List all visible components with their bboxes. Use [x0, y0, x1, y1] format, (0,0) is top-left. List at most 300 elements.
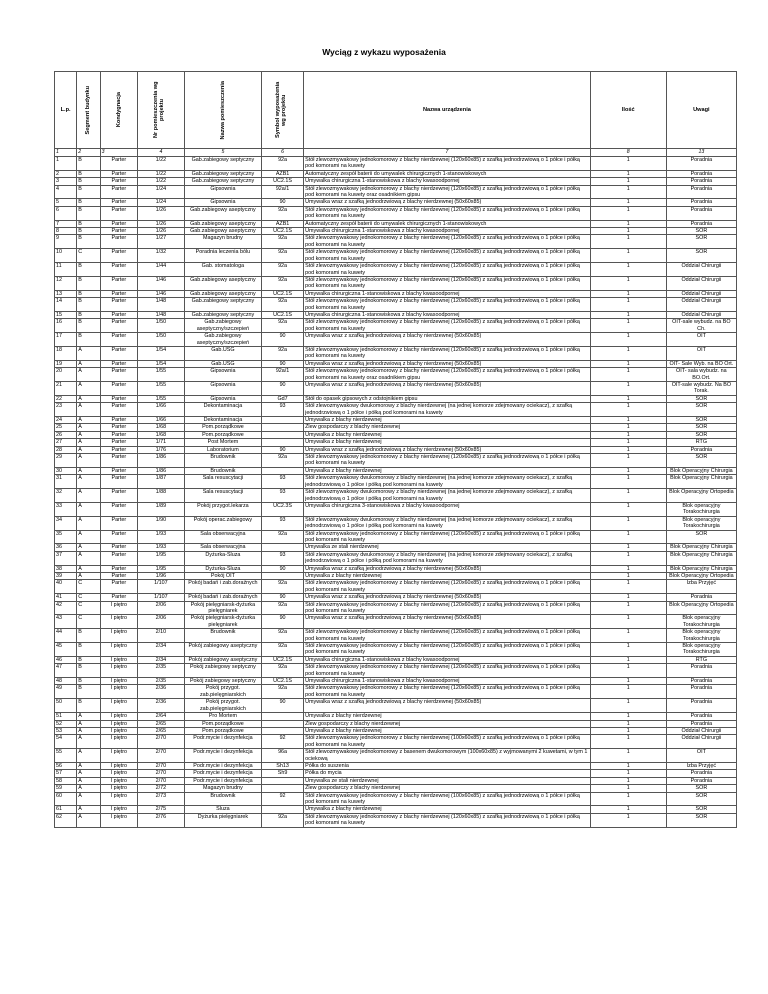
cell-symbol: 92a: [262, 346, 304, 360]
table-row: [55, 170, 737, 177]
cell-symbol: [262, 572, 304, 579]
cell-floor: Parter: [100, 516, 137, 530]
cell-lp: 31: [55, 475, 77, 489]
cell-qty: 1: [590, 777, 666, 784]
cell-lp: 28: [55, 446, 77, 453]
cell-lp: 27: [55, 439, 77, 446]
cell-floor: Parter: [100, 298, 137, 312]
cell-qty: 1: [590, 530, 666, 544]
cell-room-no: 1/76: [138, 446, 185, 453]
cell-symbol: [262, 544, 304, 551]
cell-device: Stół zlewozmywakowy jednokomorowy z blachy nierdzewnej (120x60x85) z szafką jednodrzwiową o 1 półce i półką pod komorami na kuwety: [304, 319, 591, 333]
cell-segment: B: [77, 656, 100, 663]
header-notes: Uwagi: [666, 72, 736, 149]
cell-device: Stół zlewozmywakowy jednokomorowy z blachy nierdzewnej (100x60x85) z szafką jednodrzwiową o 1 półce i półką pod komorami na kuwety: [304, 792, 591, 806]
cell-room-no: 2/34: [138, 656, 185, 663]
cell-room-name: Gab.zabiegowy aseptyczny: [184, 276, 261, 290]
table-row: [55, 806, 737, 813]
col-number: 5: [184, 149, 261, 157]
cell-floor: Parter: [100, 319, 137, 333]
cell-room-name: Brudownik: [184, 467, 261, 474]
header-row: [55, 72, 737, 149]
header-qty: Ilość: [590, 72, 666, 149]
cell-symbol: 92a: [262, 206, 304, 220]
cell-device: Stół do opasek gipsowych z odstojnikiem gipsu: [304, 395, 591, 402]
cell-floor: I piętro: [100, 678, 137, 685]
cell-room-no: 1/90: [138, 516, 185, 530]
cell-symbol: UC2.1S: [262, 311, 304, 318]
cell-room-name: Dekontaminacja: [184, 403, 261, 417]
cell-floor: I piętro: [100, 713, 137, 720]
cell-room-no: 1/50: [138, 333, 185, 347]
cell-segment: A: [77, 735, 100, 749]
cell-notes: Blok operacyjny Torakochirurgia: [666, 629, 736, 643]
cell-room-name: Post Mortem: [184, 439, 261, 446]
cell-room-no: 1/54: [138, 346, 185, 360]
cell-symbol: 92a: [262, 664, 304, 678]
cell-floor: Parter: [100, 417, 137, 424]
cell-room-no: 2/64: [138, 713, 185, 720]
cell-symbol: 90: [262, 199, 304, 206]
header-segment: Segment budynku: [77, 72, 100, 149]
cell-qty: 1: [590, 395, 666, 402]
cell-device: Umywalka z blachy nierdzewnej: [304, 572, 591, 579]
cell-room-no: 2/75: [138, 806, 185, 813]
cell-symbol: [262, 777, 304, 784]
cell-symbol: 92a: [262, 319, 304, 333]
cell-device: Stół zlewozmywakowy dwukomorowy z blachy nierdzewnej (na jednej komorze zdejmowany ociekacz), z szafką jednodrzwiową o 1 półce i półką pod komorami na kuwety: [304, 516, 591, 530]
cell-segment: A: [77, 467, 100, 474]
cell-qty: 1: [590, 382, 666, 396]
cell-segment: A: [77, 454, 100, 468]
cell-symbol: [262, 727, 304, 734]
cell-room-no: 1/46: [138, 276, 185, 290]
cell-device: Umywalka z blachy nierdzewnej: [304, 727, 591, 734]
cell-lp: 14: [55, 298, 77, 312]
cell-symbol: 92a: [262, 643, 304, 657]
cell-device: Stół zlewozmywakowy jednokomorowy z blachy nierdzewnej (120x60x85) z szafką jednodrzwiową o 1 półce i półką pod komorami na kuwety: [304, 580, 591, 594]
cell-device: Umywalka wraz z szafką jednodrzwiową z blachy nierdzewnej (50x60x85): [304, 565, 591, 572]
cell-segment: B: [77, 185, 100, 199]
cell-room-name: Gipsownia: [184, 382, 261, 396]
cell-notes: Blok Operacyjny Ortopedia: [666, 601, 736, 615]
cell-lp: 1: [55, 157, 77, 171]
cell-device: Umywalka wraz z szafką jednodrzwiową z blachy nierdzewnej (50x60x85): [304, 360, 591, 367]
cell-symbol: 90: [262, 565, 304, 572]
cell-notes: Poradnia: [666, 713, 736, 720]
cell-segment: B: [77, 311, 100, 318]
cell-room-name: Pokój przygot.lekarza: [184, 502, 261, 516]
cell-segment: B: [77, 276, 100, 290]
cell-floor: I piętro: [100, 720, 137, 727]
cell-room-name: Pom.porządkowe: [184, 720, 261, 727]
cell-room-no: 2/65: [138, 727, 185, 734]
cell-symbol: 92a: [262, 276, 304, 290]
cell-floor: I piętro: [100, 792, 137, 806]
cell-floor: Parter: [100, 467, 137, 474]
cell-segment: C: [77, 249, 100, 263]
cell-qty: 1: [590, 629, 666, 643]
cell-notes: Blok Operacyjny Chirurgia: [666, 544, 736, 551]
cell-segment: B: [77, 685, 100, 699]
cell-floor: I piętro: [100, 735, 137, 749]
cell-device: Stół zlewozmywakowy jednokomorowy z blachy nierdzewnej (120x60x85) z szafką jednodrzwiową o 1 półce i półką pod komorami na kuwety: [304, 249, 591, 263]
cell-lp: 43: [55, 615, 77, 629]
table-row: [55, 333, 737, 347]
cell-lp: 36: [55, 544, 77, 551]
cell-symbol: 92a: [262, 601, 304, 615]
table-row: [55, 544, 737, 551]
table-row: [55, 735, 737, 749]
cell-room-name: Sala obserwacyjna: [184, 530, 261, 544]
cell-room-name: Gab.zabiegowy septyczny: [184, 298, 261, 312]
cell-notes: Izba Przyjęć: [666, 580, 736, 594]
cell-floor: I piętro: [100, 762, 137, 769]
cell-segment: B: [77, 678, 100, 685]
table-row: [55, 206, 737, 220]
cell-symbol: [262, 424, 304, 431]
cell-lp: 47: [55, 664, 77, 678]
cell-notes: Poradnia: [666, 220, 736, 227]
cell-segment: A: [77, 770, 100, 777]
cell-segment: A: [77, 395, 100, 402]
cell-device: Stół zlewozmywakowy jednokomorowy z blachy nierdzewnej (100x60x85) z szafką jednodrzwiową o 1 półce i półką pod komorami na kuwety: [304, 735, 591, 749]
cell-segment: A: [77, 489, 100, 503]
cell-lp: 50: [55, 699, 77, 713]
cell-qty: 1: [590, 502, 666, 516]
cell-qty: 1: [590, 276, 666, 290]
cell-qty: 1: [590, 785, 666, 792]
cell-notes: SOR: [666, 228, 736, 235]
cell-room-name: Dyżurka-Śluza: [184, 551, 261, 565]
cell-floor: Parter: [100, 403, 137, 417]
cell-qty: 1: [590, 290, 666, 297]
cell-symbol: 93: [262, 516, 304, 530]
cell-floor: Parter: [100, 185, 137, 199]
cell-qty: 1: [590, 228, 666, 235]
table-row: [55, 185, 737, 199]
cell-room-no: 1/54: [138, 360, 185, 367]
cell-notes: Oddział Chirurgii: [666, 735, 736, 749]
cell-room-name: Sala resuscytacji: [184, 475, 261, 489]
cell-floor: Parter: [100, 249, 137, 263]
cell-room-no: 1/22: [138, 178, 185, 185]
cell-segment: A: [77, 720, 100, 727]
cell-room-no: 1/48: [138, 298, 185, 312]
cell-notes: OIT: [666, 333, 736, 347]
cell-room-no: 1/71: [138, 439, 185, 446]
cell-notes: Blok Operacyjny Ortopedia: [666, 572, 736, 579]
cell-floor: Parter: [100, 565, 137, 572]
cell-lp: 13: [55, 290, 77, 297]
cell-notes: Blok operacyjny Torakochirurgia: [666, 516, 736, 530]
cell-device: Stół zlewozmywakowy jednokomorowy z blachy nierdzewnej (120x60x85) z szafką jednodrzwiową o 1 półce i półką pod komorami na kuwety: [304, 813, 591, 827]
cell-room-no: 2/70: [138, 762, 185, 769]
cell-room-no: 1/24: [138, 185, 185, 199]
equipment-table: [54, 71, 737, 828]
col-number: 2: [77, 149, 100, 157]
cell-segment: A: [77, 544, 100, 551]
cell-qty: 1: [590, 713, 666, 720]
cell-floor: Parter: [100, 220, 137, 227]
cell-notes: Blok Operacyjny Ortopedia: [666, 489, 736, 503]
cell-segment: A: [77, 417, 100, 424]
cell-notes: Oddział Chirurgii: [666, 276, 736, 290]
cell-lp: 18: [55, 346, 77, 360]
col-number: 8: [590, 149, 666, 157]
col-number: 6: [262, 149, 304, 157]
cell-segment: B: [77, 206, 100, 220]
cell-device: Umywalka ze stali nierdzewnej: [304, 777, 591, 784]
cell-room-no: 1/26: [138, 206, 185, 220]
cell-notes: OIT- Sale Wyb. na BO Ort.: [666, 360, 736, 367]
cell-room-name: Pro Mortem: [184, 713, 261, 720]
cell-symbol: 90: [262, 360, 304, 367]
cell-notes: Poradnia: [666, 157, 736, 171]
cell-room-name: Gab.zabiegowy aseptyczny: [184, 228, 261, 235]
cell-qty: 1: [590, 178, 666, 185]
cell-lp: 40: [55, 580, 77, 594]
cell-room-name: Pokój OIT: [184, 572, 261, 579]
cell-device: Umywalka z blachy nierdzewnej: [304, 431, 591, 438]
cell-floor: I piętro: [100, 806, 137, 813]
cell-room-no: 1/26: [138, 220, 185, 227]
table-row: [55, 727, 737, 734]
cell-qty: 1: [590, 762, 666, 769]
cell-qty: 1: [590, 551, 666, 565]
cell-notes: OIT- sala wybudz. na BO.Ort.: [666, 368, 736, 382]
cell-floor: I piętro: [100, 777, 137, 784]
cell-device: Stół zlewozmywakowy jednokomorowy z blachy nierdzewnej (120x60x85) z szafką jednodrzwiową o 1 półce i półką pod komorami na kuwety: [304, 685, 591, 699]
cell-device: Stół zlewozmywakowy jednokomorowy z blachy nierdzewnej (120x60x85) z szafką jednodrzwiową o 1 półce i półką pod komorami na kuwety: [304, 643, 591, 657]
cell-notes: OIT: [666, 346, 736, 360]
cell-room-name: Pom.porządkowe: [184, 424, 261, 431]
table-row: [55, 664, 737, 678]
cell-notes: Oddział Chirurgii: [666, 311, 736, 318]
table-row: [55, 298, 737, 312]
cell-room-no: 1/68: [138, 424, 185, 431]
cell-segment: A: [77, 749, 100, 763]
cell-floor: Parter: [100, 424, 137, 431]
cell-room-no: 1/95: [138, 565, 185, 572]
cell-device: Zlew gospodarczy z blachy nierdzewnej: [304, 424, 591, 431]
cell-device: Stół zlewozmywakowy jednokomorowy z basenem dwukomorowym (100x60x85) z wyjmowanymi 2 kuwetami, w tym 1 ociekową: [304, 749, 591, 763]
cell-room-name: Gab. stomatologa: [184, 263, 261, 277]
cell-room-no: 1/86: [138, 467, 185, 474]
cell-room-name: Pokój operac.zabiegowy: [184, 516, 261, 530]
table-row: [55, 235, 737, 249]
cell-device: Stół zlewozmywakowy jednokomorowy z blachy nierdzewnej (120x60x85) z szafką jednodrzwiową o 1 półce i półką pod komorami na kuwety: [304, 157, 591, 171]
cell-qty: 1: [590, 489, 666, 503]
header-symbol: Symbol wyposażenia wg projektu: [262, 72, 304, 149]
cell-floor: I piętro: [100, 727, 137, 734]
table-row: [55, 157, 737, 171]
cell-notes: Poradnia: [666, 678, 736, 685]
cell-device: Umywalka wraz z szafką jednodrzwiową z blachy nierdzewnej (50x60x85): [304, 382, 591, 396]
cell-segment: B: [77, 290, 100, 297]
cell-lp: 45: [55, 643, 77, 657]
table-row: [55, 615, 737, 629]
cell-room-name: Podr.mycie i dezynfekcja: [184, 762, 261, 769]
cell-qty: 1: [590, 319, 666, 333]
cell-device: Umywalka wraz z szafką jednodrzwiową z blachy nierdzewnej (50x60x85): [304, 333, 591, 347]
cell-room-no: 1/93: [138, 544, 185, 551]
cell-room-no: 2/35: [138, 678, 185, 685]
cell-device: Automatyczny zespół baterii do umywalek chirurgicznych 1-stanowiskowych: [304, 220, 591, 227]
cell-room-no: 1/66: [138, 403, 185, 417]
cell-segment: A: [77, 403, 100, 417]
cell-notes: SOR: [666, 806, 736, 813]
cell-symbol: 90: [262, 615, 304, 629]
cell-lp: 12: [55, 276, 77, 290]
cell-qty: 1: [590, 643, 666, 657]
cell-notes: Poradnia: [666, 699, 736, 713]
cell-notes: SOR: [666, 395, 736, 402]
cell-room-name: Gab.zabiegowy aseptyczny: [184, 206, 261, 220]
cell-floor: Parter: [100, 360, 137, 367]
cell-device: Stół zlewozmywakowy jednokomorowy z blachy nierdzewnej (120x60x85) z szafką jednodrzwiową o 1 półce i półką pod komorami na kuwety: [304, 235, 591, 249]
cell-floor: Parter: [100, 178, 137, 185]
cell-notes: SOR: [666, 424, 736, 431]
table-row: [55, 382, 737, 396]
header-device: Nazwa urządzenia: [304, 72, 591, 149]
table-row: [55, 346, 737, 360]
cell-room-no: 2/72: [138, 785, 185, 792]
table-row: [55, 749, 737, 763]
cell-notes: Poradnia: [666, 664, 736, 678]
cell-room-name: Dyżurka pielęgniarek: [184, 813, 261, 827]
cell-room-no: 1/46: [138, 290, 185, 297]
cell-room-name: Dekontaminacja: [184, 417, 261, 424]
cell-symbol: 92: [262, 735, 304, 749]
cell-device: Półka do mycia: [304, 770, 591, 777]
cell-room-name: Gab.zabiegowy septyczny: [184, 157, 261, 171]
cell-lp: 17: [55, 333, 77, 347]
cell-segment: A: [77, 382, 100, 396]
cell-floor: I piętro: [100, 785, 137, 792]
cell-room-no: 1/68: [138, 431, 185, 438]
cell-device: Umywalka z blachy nierdzewnej: [304, 417, 591, 424]
cell-room-no: 1/44: [138, 263, 185, 277]
cell-symbol: 93: [262, 475, 304, 489]
cell-notes: Poradnia: [666, 206, 736, 220]
cell-notes: SOR: [666, 431, 736, 438]
cell-notes: Oddział Chirurgii: [666, 727, 736, 734]
cell-qty: 1: [590, 615, 666, 629]
cell-qty: 1: [590, 749, 666, 763]
cell-symbol: Sh9: [262, 770, 304, 777]
cell-segment: B: [77, 298, 100, 312]
cell-lp: 44: [55, 629, 77, 643]
cell-lp: 19: [55, 360, 77, 367]
cell-lp: 38: [55, 565, 77, 572]
cell-room-no: 1/32: [138, 249, 185, 263]
cell-segment: B: [77, 170, 100, 177]
cell-symbol: 92a: [262, 454, 304, 468]
cell-symbol: 92a: [262, 813, 304, 827]
cell-qty: 1: [590, 311, 666, 318]
cell-notes: Poradnia: [666, 594, 736, 601]
cell-segment: C: [77, 580, 100, 594]
cell-lp: 39: [55, 572, 77, 579]
table-row: [55, 368, 737, 382]
cell-symbol: AZB1: [262, 220, 304, 227]
cell-symbol: [262, 439, 304, 446]
cell-room-name: Gipsownia: [184, 368, 261, 382]
cell-qty: 1: [590, 678, 666, 685]
cell-lp: 46: [55, 656, 77, 663]
cell-lp: 33: [55, 502, 77, 516]
cell-room-no: 1/55: [138, 395, 185, 402]
cell-device: Półka do suszenia: [304, 762, 591, 769]
cell-qty: 1: [590, 601, 666, 615]
cell-lp: 35: [55, 530, 77, 544]
cell-floor: Parter: [100, 454, 137, 468]
cell-qty: 1: [590, 720, 666, 727]
cell-symbol: Gd7: [262, 395, 304, 402]
table-row: [55, 762, 737, 769]
cell-symbol: UC2.1S: [262, 228, 304, 235]
cell-floor: I piętro: [100, 643, 137, 657]
cell-room-name: Gab.zabiegowy aseptyczny: [184, 290, 261, 297]
cell-notes: Blok Operacyjny Chirurgia: [666, 467, 736, 474]
cell-segment: B: [77, 629, 100, 643]
cell-symbol: [262, 467, 304, 474]
cell-segment: B: [77, 235, 100, 249]
cell-qty: 1: [590, 346, 666, 360]
cell-room-name: Pokój zabiegowy septyczny: [184, 664, 261, 678]
cell-symbol: 92a: [262, 235, 304, 249]
cell-floor: Parter: [100, 551, 137, 565]
cell-notes: Oddział Chirurgii: [666, 290, 736, 297]
table-row: [55, 360, 737, 367]
cell-segment: A: [77, 424, 100, 431]
cell-floor: Parter: [100, 395, 137, 402]
cell-qty: 1: [590, 727, 666, 734]
cell-room-name: Gab.zabiegowy aseptyczny/szczepień: [184, 333, 261, 347]
cell-segment: A: [77, 565, 100, 572]
table-row: [55, 319, 737, 333]
cell-room-name: Gab.zabiegowy aseptyczny/szczepień: [184, 319, 261, 333]
cell-notes: Poradnia: [666, 178, 736, 185]
cell-symbol: [262, 713, 304, 720]
table-row: [55, 656, 737, 663]
cell-room-name: Podr.mycie i dezynfekcja: [184, 735, 261, 749]
cell-segment: B: [77, 228, 100, 235]
cell-lp: 11: [55, 263, 77, 277]
cell-notes: RTG: [666, 439, 736, 446]
cell-device: Stół zlewozmywakowy jednokomorowy z blachy nierdzewnej (120x60x85) z szafką jednodrzwiową o 1 półce i półką pod komorami na kuwety: [304, 601, 591, 615]
cell-room-no: 1/87: [138, 475, 185, 489]
table-row: [55, 678, 737, 685]
cell-floor: I piętro: [100, 615, 137, 629]
cell-qty: 1: [590, 333, 666, 347]
cell-room-no: 1/48: [138, 311, 185, 318]
cell-symbol: [262, 720, 304, 727]
cell-segment: B: [77, 220, 100, 227]
cell-qty: 1: [590, 454, 666, 468]
header-lp: L.p.: [55, 72, 77, 149]
cell-device: Zlew gospodarczy z blachy nierdzewnej: [304, 720, 591, 727]
cell-qty: 1: [590, 206, 666, 220]
table-row: [55, 643, 737, 657]
cell-room-name: Magazyn brudny: [184, 235, 261, 249]
cell-qty: 1: [590, 792, 666, 806]
cell-notes: Blok Operacyjny Chirurgia: [666, 565, 736, 572]
cell-device: Stół zlewozmywakowy jednokomorowy z blachy nierdzewnej (120x60x85) z szafką jednodrzwiową o 1 półce i półką pod komorami na kuwety: [304, 298, 591, 312]
cell-notes: SOR: [666, 403, 736, 417]
cell-room-name: Pokój przygot. zab.pielęgniarskich: [184, 685, 261, 699]
